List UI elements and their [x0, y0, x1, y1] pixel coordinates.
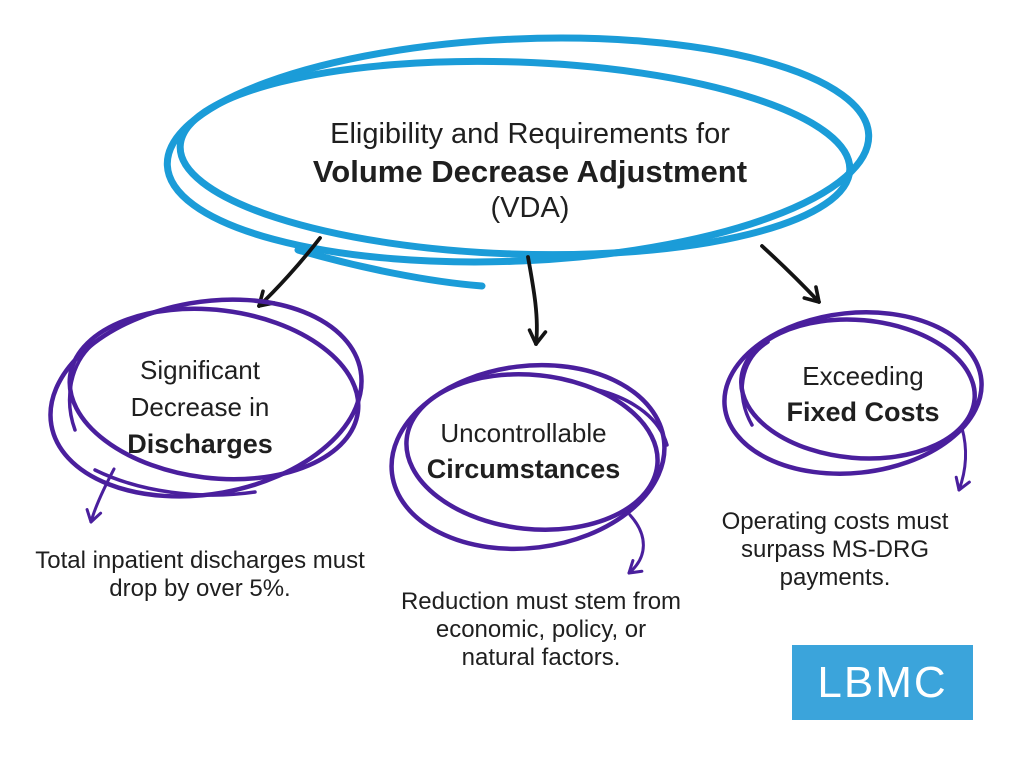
branch-description-discharges: Total inpatient discharges must drop by over 5%. — [35, 547, 365, 602]
main-topic-line-1: Eligibility and Requirements for — [330, 118, 730, 150]
main-topic-title — [270, 116, 790, 227]
pointer-arrow-discharges-description — [91, 469, 114, 522]
lbmc-logo — [792, 645, 973, 720]
branch-title-circumstances — [381, 415, 666, 487]
branch-title-circumstances-regular: Uncontrollable — [440, 418, 607, 448]
pointer-arrow-circumstances-description — [629, 515, 643, 573]
connector-arrow-to-fixed-costs — [762, 246, 819, 302]
branch-title-discharges — [100, 352, 300, 463]
lbmc-logo-text: LBMC — [817, 657, 948, 707]
connector-arrow-to-circumstances — [528, 257, 537, 344]
pointer-arrow-fixed-costs-description — [959, 428, 966, 490]
main-topic-ellipse-pen-tail — [298, 250, 482, 286]
main-topic-line-3: (VDA) — [490, 192, 570, 224]
branch-title-fixed-costs — [733, 358, 993, 430]
connector-arrow-to-discharges — [259, 238, 320, 306]
branch-description-circumstances: Reduction must stem from economic, policy, or natural factors. — [400, 588, 682, 671]
main-topic-line-2: Volume Decrease Adjustment — [312, 154, 748, 189]
branch-title-circumstances-bold: Circumstances — [426, 454, 621, 484]
branch-title-discharges-regular: Significant Decrease in — [130, 355, 270, 422]
branch-title-fixed-costs-bold: Fixed Costs — [786, 397, 940, 427]
branch-title-discharges-bold: Discharges — [127, 429, 273, 459]
discharges-ellipse-pen-tail — [95, 470, 255, 495]
branch-title-fixed-costs-regular: Exceeding — [802, 361, 924, 391]
discharges-ellipse-start-tail — [70, 345, 92, 430]
branch-description-fixed-costs: Operating costs must surpass MS-DRG payments. — [721, 508, 949, 591]
